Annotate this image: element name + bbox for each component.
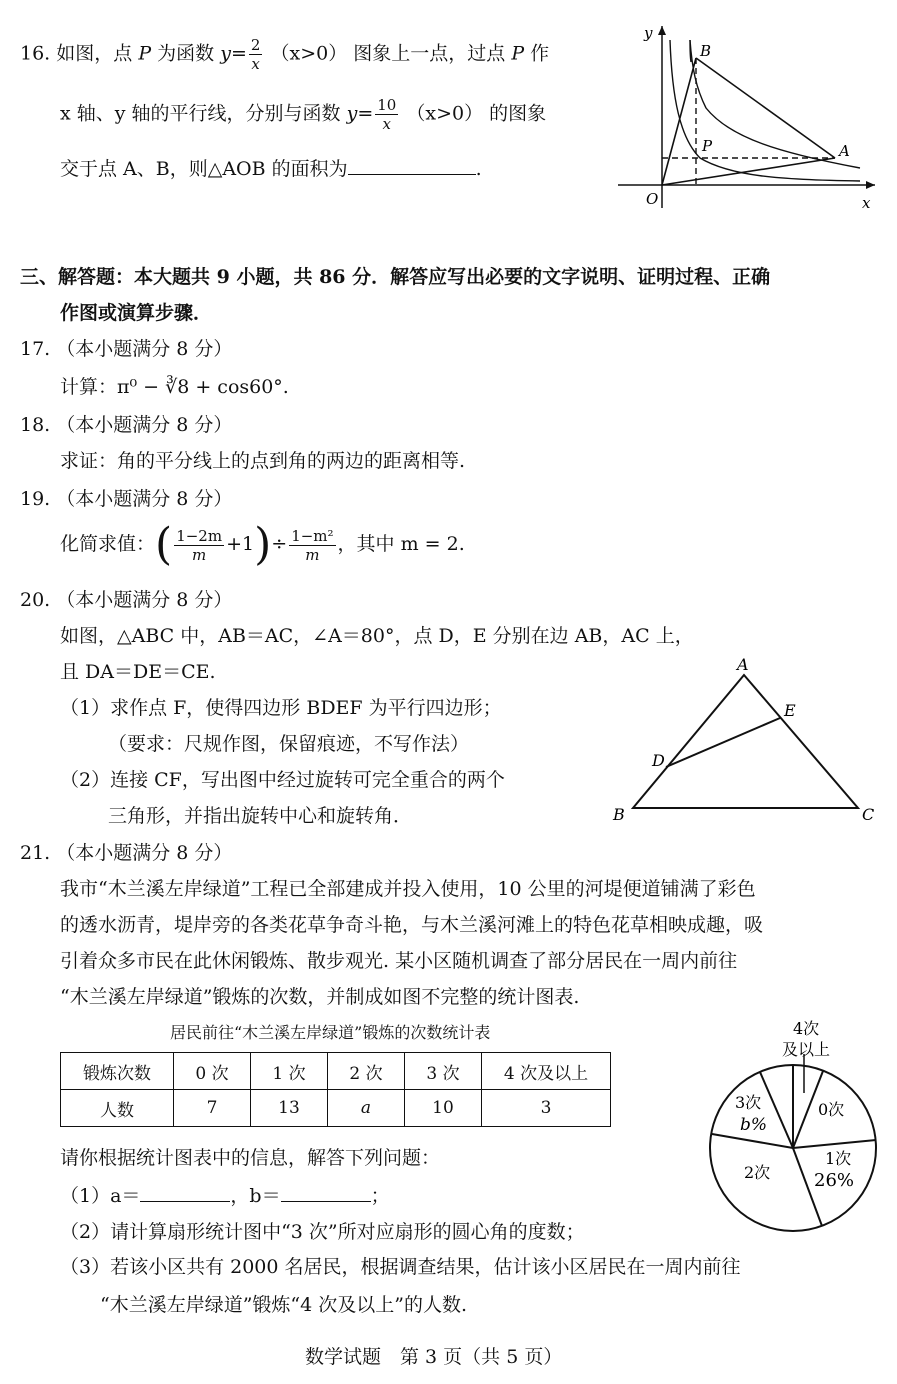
- point-label-b: B: [613, 805, 625, 824]
- axis-label-x: x: [862, 194, 871, 212]
- frac-num: 1−m²: [291, 526, 334, 545]
- q20-header: [20, 585, 232, 612]
- q21-para-line: “木兰溪左岸绿道”锻炼的次数，并制成如图不完整的统计图表.: [60, 986, 580, 1008]
- q17-body: 计算：π⁰ − ∛8 + cos60°.: [60, 376, 289, 398]
- q16-y: y: [220, 42, 231, 65]
- q21-sub3-cont: “木兰溪左岸绿道”锻炼“4 次及以上”的人数.: [100, 1294, 468, 1316]
- q16-point-p: P: [138, 42, 152, 65]
- q20-line2: 且 DA＝DE＝CE.: [60, 661, 216, 683]
- q16-number: 16.: [20, 42, 51, 65]
- frac-num: 1−2m: [176, 526, 223, 545]
- pie-label-3-times: 3次: [735, 1093, 762, 1112]
- point-label-b: B: [700, 42, 712, 60]
- curve-2-over-x: [670, 40, 860, 181]
- segment-ab: [696, 58, 835, 158]
- answer-blank-a[interactable]: [140, 1201, 230, 1202]
- segment-oa: [662, 158, 835, 185]
- point-label-p: P: [702, 137, 713, 155]
- page-footer: 数学试题 第 3 页（共 5 页）: [305, 1346, 563, 1368]
- q21-sub1-a: （1）a＝: [60, 1185, 141, 1207]
- q21-sub1: [60, 1181, 390, 1208]
- q21-ask: 请你根据统计图表中的信息，解答下列问题：: [60, 1147, 441, 1169]
- q16-text: 如图，点: [56, 42, 133, 65]
- q21-number: 21.: [20, 842, 51, 864]
- q20-part1-note: （要求：尺规作图，保留痕迹，不写作法）: [108, 733, 470, 755]
- table-cell: 1 次: [251, 1053, 328, 1090]
- frac-den: x: [382, 115, 392, 133]
- table-cell: 3 次: [405, 1053, 482, 1090]
- q16-text: x 轴、y 轴的平行线，分别与函数: [60, 102, 341, 125]
- y-arrow: [658, 26, 666, 35]
- pie-label-0-times: 0次: [818, 1100, 845, 1119]
- axis-label-y: y: [644, 24, 653, 42]
- q16-text: 作: [530, 42, 550, 65]
- q16-period: .: [475, 158, 482, 180]
- segment-ob: [662, 58, 696, 185]
- q18-number: 18.: [20, 414, 51, 436]
- stats-table: [60, 1052, 611, 1127]
- q16-y: y: [346, 102, 358, 125]
- q16-text: 为函数: [157, 42, 215, 65]
- q17-number: 17.: [20, 338, 51, 360]
- paren-left: (: [155, 519, 173, 570]
- point-label-o: O: [646, 190, 659, 208]
- point-label-e: E: [784, 701, 796, 720]
- q20-part2-cont: 三角形，并指出旋转中心和旋转角．: [108, 805, 413, 827]
- q18-header: [20, 410, 232, 437]
- q16-line1: [20, 36, 549, 73]
- pie-label-1-time: 1次: [825, 1149, 852, 1168]
- q16-line2: [60, 96, 546, 133]
- pie-divider: [760, 1072, 793, 1148]
- frac-den: x: [251, 55, 260, 73]
- q16-eq: =: [357, 102, 374, 125]
- q16-point-p: P: [511, 42, 525, 65]
- q20-score: （本小题满分 8 分）: [56, 589, 233, 611]
- answer-blank-b[interactable]: [281, 1201, 371, 1202]
- pie-divider: [712, 1134, 793, 1148]
- frac-num: 10: [377, 96, 397, 114]
- table-cell: 7: [174, 1090, 251, 1127]
- table-cell: a: [328, 1090, 405, 1127]
- q19-div: ÷: [271, 533, 288, 555]
- table-cell: 4 次及以上: [482, 1053, 611, 1090]
- table-cell: 10: [405, 1090, 482, 1127]
- x-arrow: [866, 181, 875, 189]
- q19-score: （本小题满分 8 分）: [56, 488, 233, 510]
- q16-line3: [60, 154, 482, 181]
- point-label-d: D: [652, 751, 665, 770]
- point-label-c: C: [862, 805, 875, 824]
- q16-eq: =: [230, 42, 247, 65]
- answer-blank[interactable]: [348, 174, 476, 175]
- table-cell: 锻炼次数: [61, 1053, 174, 1090]
- segment-de: [666, 718, 780, 767]
- q21-sub1-b: ，b＝: [230, 1185, 281, 1207]
- q19-number: 19.: [20, 488, 51, 510]
- pie-label-4-times: 4次: [793, 1019, 820, 1038]
- table-row: [61, 1090, 611, 1127]
- q19-header: [20, 484, 232, 511]
- q19-lead: 化简求值：: [60, 533, 156, 555]
- curve-10-over-x: [690, 40, 860, 168]
- q21-para-line: 的透水沥青，堤岸旁的各类花草争奇斗艳，与木兰溪河滩上的特色花草相映成趣，吸: [60, 914, 764, 936]
- q16-fraction-2: [375, 96, 398, 133]
- q21-sub2: （2）请计算扇形统计图中“3 次”所对应扇形的圆心角的度数；: [60, 1221, 585, 1243]
- q21-sub3: （3）若该小区共有 2000 名居民，根据调查结果，估计该小区居民在一周内前往: [60, 1256, 741, 1278]
- pie-label-2-times: 2次: [744, 1163, 771, 1182]
- table-cell: 人数: [61, 1090, 174, 1127]
- q19-tail: ，其中 m = 2.: [337, 533, 465, 555]
- q21-pie-chart: [700, 1018, 890, 1233]
- q20-line1: 如图，△ABC 中，AB＝AC，∠A＝80°，点 D，E 分别在边 AB，AC 上，: [60, 625, 694, 647]
- point-label-a: A: [737, 655, 749, 674]
- q16-text: 交于点 A、B，则△AOB 的面积为: [60, 158, 348, 180]
- q21-para-line: 我市“木兰溪左岸绿道”工程已全部建成并投入使用，10 公里的河堤便道铺满了彩色: [60, 878, 756, 900]
- q20-part2: （2）连接 CF，写出图中经过旋转可完全重合的两个: [60, 769, 505, 791]
- section-heading: 三、解答题：本大题共 9 小题，共 86 分．解答应写出必要的文字说明、证明过程、正确: [20, 266, 771, 288]
- frac-den: m: [192, 545, 207, 564]
- paren-right: ): [254, 519, 272, 570]
- triangle-abc: [633, 675, 858, 808]
- frac-den: m: [305, 545, 320, 564]
- q19-fraction-2: [289, 527, 335, 564]
- q21-score: （本小题满分 8 分）: [56, 842, 233, 864]
- table-header-row: [61, 1053, 611, 1090]
- point-label-a: A: [839, 142, 850, 160]
- q17-score: （本小题满分 8 分）: [56, 338, 233, 360]
- q19-plus: +1: [226, 533, 255, 555]
- pie-divider: [793, 1140, 876, 1148]
- q19-body: [60, 516, 465, 573]
- q21-header: [20, 838, 232, 865]
- q16-figure: [610, 18, 880, 218]
- q17-header: [20, 334, 232, 361]
- q16-text: 图象上一点，过点: [353, 42, 506, 65]
- q21-para-line: 引着众多市民在此休闲锻炼、散步观光. 某小区随机调查了部分居民在一周内前往: [60, 950, 738, 972]
- q20-part1: （1）求作点 F，使得四边形 BDEF 为平行四边形；: [60, 697, 502, 719]
- table-title: 居民前往“木兰溪左岸绿道”锻炼的次数统计表: [170, 1023, 491, 1042]
- section-heading-cont: 作图或演算步骤．: [60, 302, 213, 324]
- q16-cond: （x>0）: [270, 42, 348, 65]
- q16-text: 的图象: [489, 102, 547, 125]
- pie-pct-3-times: b%: [740, 1115, 768, 1135]
- q16-fraction-1: [249, 36, 263, 73]
- table-cell: 2 次: [328, 1053, 405, 1090]
- pie-label-4-times-cont: 及以上: [782, 1040, 831, 1059]
- table-cell: 0 次: [174, 1053, 251, 1090]
- table-cell: 13: [251, 1090, 328, 1127]
- q18-score: （本小题满分 8 分）: [56, 414, 233, 436]
- q18-body: 求证：角的平分线上的点到角的两边的距离相等.: [60, 450, 466, 472]
- pie-pct-1-time: 26%: [814, 1170, 855, 1191]
- q16-cond: （x>0）: [406, 102, 484, 125]
- q20-number: 20.: [20, 589, 51, 611]
- q19-fraction-1: [174, 527, 224, 564]
- frac-num: 2: [250, 36, 261, 54]
- q20-triangle-figure: [600, 650, 890, 830]
- q21-sub1-c: ；: [370, 1185, 390, 1207]
- table-cell: 3: [482, 1090, 611, 1127]
